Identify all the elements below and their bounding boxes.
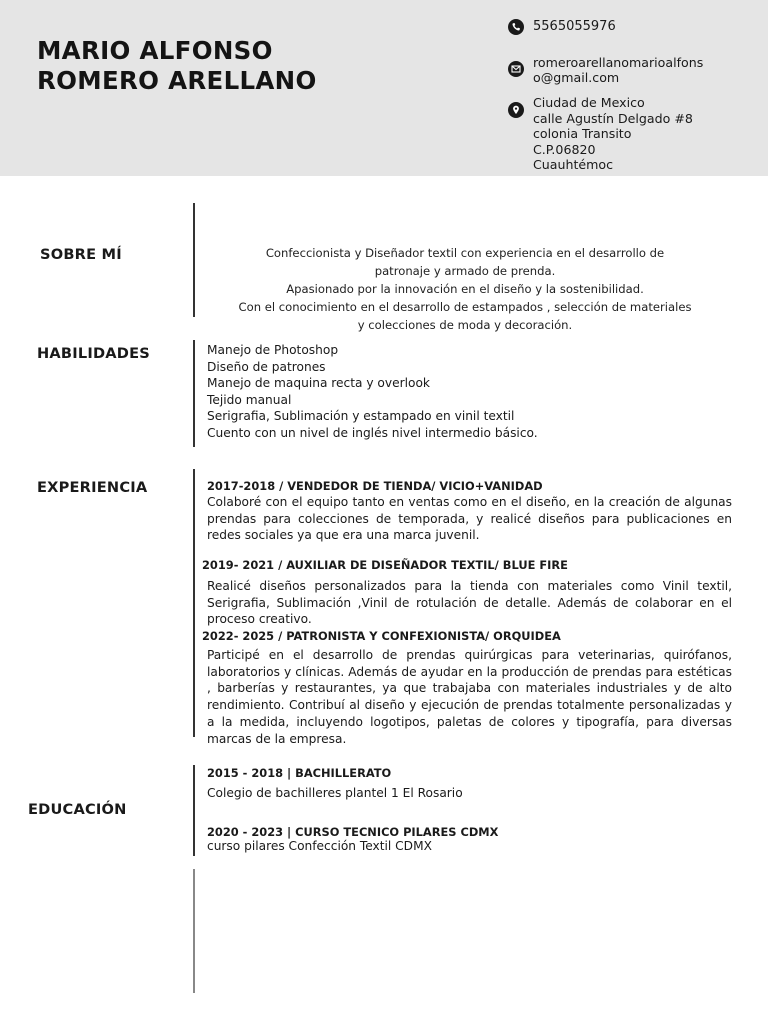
skill-item: Serigrafia, Sublimación y estampado en vinil textil xyxy=(207,409,515,424)
name-line-1: MARIO ALFONSO xyxy=(37,36,273,65)
divider-skills xyxy=(193,340,195,447)
email-line-2: o@gmail.com xyxy=(533,70,620,85)
section-title-education: EDUCACIÓN xyxy=(28,801,127,818)
name-line-2: ROMERO ARELLANO xyxy=(37,66,317,95)
skill-item: Diseño de patrones xyxy=(207,359,326,374)
section-title-skills: HABILIDADES xyxy=(37,345,150,362)
about-text xyxy=(204,244,726,334)
job-title: 2017-2018 / VENDEDOR DE TIENDA/ VICIO+VANIDAD xyxy=(207,479,543,493)
contact-phone xyxy=(508,19,738,37)
address-line-5: Cuauhtémoc xyxy=(533,157,614,172)
job-title: 2019- 2021 / AUXILIAR DE DISEÑADOR TEXTIL/ BLUE FIRE xyxy=(202,558,568,572)
location-pin-icon xyxy=(508,102,524,118)
divider-experience xyxy=(193,469,195,737)
contact-email xyxy=(508,55,738,87)
header-band xyxy=(0,0,768,176)
job-description: Colaboré con el equipo tanto en ventas como en el diseño, en la creación de algunas prendas para colecciones de temporada, y realicé diseños para publicaciones en redes sociales ya que era una marca juvenil. xyxy=(207,495,732,543)
contact-address xyxy=(508,95,738,175)
about-line: Apasionado por la innovación en el diseño y la sostenibilidad. xyxy=(286,282,644,296)
job-description: Realicé diseños personalizados para la tienda con materiales como Vinil textil, Serigrafia, Sublimación ,Vinil de rotulación de detalle. Además de colaborar en el proceso creativo. xyxy=(207,579,732,627)
about-line: patronaje y armado de prenda. xyxy=(374,264,556,278)
divider-education xyxy=(193,765,195,856)
about-line: Con el conocimiento en el desarrollo de estampados , selección de materiales xyxy=(238,300,692,314)
phone-icon xyxy=(508,19,524,35)
email-line-1: romeroarellanomarioalfons xyxy=(533,55,704,70)
phone-number: 5565055976 xyxy=(533,19,616,34)
education-title: 2015 - 2018 | BACHILLERATO xyxy=(207,766,392,780)
divider-bottom xyxy=(193,869,195,993)
education-description: Colegio de bachilleres plantel 1 El Rosario xyxy=(207,786,463,800)
education-description: curso pilares Confección Textil CDMX xyxy=(207,839,432,853)
education-title: 2020 - 2023 | CURSO TECNICO PILARES CDMX xyxy=(207,825,499,839)
section-title-experience: EXPERIENCIA xyxy=(37,479,148,496)
skill-item: Manejo de Photoshop xyxy=(207,343,339,357)
about-line: Confeccionista y Diseñador textil con experiencia en el desarrollo de xyxy=(265,246,665,260)
candidate-name xyxy=(37,36,317,96)
skills-list xyxy=(207,342,538,442)
address-line-2: calle Agustín Delgado #8 xyxy=(533,110,693,126)
section-title-about: SOBRE MÍ xyxy=(40,246,122,263)
divider-about xyxy=(193,203,195,317)
address-line-3: colonia Transito xyxy=(533,126,632,141)
about-line: y colecciones de moda y decoración. xyxy=(357,318,573,332)
skill-item: Tejido manual xyxy=(207,392,292,407)
skill-item: Manejo de maquina recta y overlook xyxy=(207,376,430,391)
skill-item: Cuento con un nivel de inglés nivel intermedio básico. xyxy=(207,425,538,440)
email-icon xyxy=(508,61,524,77)
address-line-4: C.P.06820 xyxy=(533,141,596,157)
job-title: 2022- 2025 / PATRONISTA Y CONFEXIONISTA/ ORQUIDEA xyxy=(202,629,561,643)
address-line-1: Ciudad de Mexico xyxy=(533,95,645,110)
job-description: Participé en el desarrollo de prendas quirúrgicas para veterinarias, quirófanos, laboratorios y clínicas. Además de ayudar en la producción de prendas para estéticas , barberías y restaurantes, ya que trabajaba con materiales industriales y de alto rendimiento. Contribuí al diseño y ejecución de prendas totalmente personalizadas y a la medida, incluyendo logotipos, paletas de colores y tipografía, para diversas marcas de la empresa. xyxy=(207,648,732,746)
